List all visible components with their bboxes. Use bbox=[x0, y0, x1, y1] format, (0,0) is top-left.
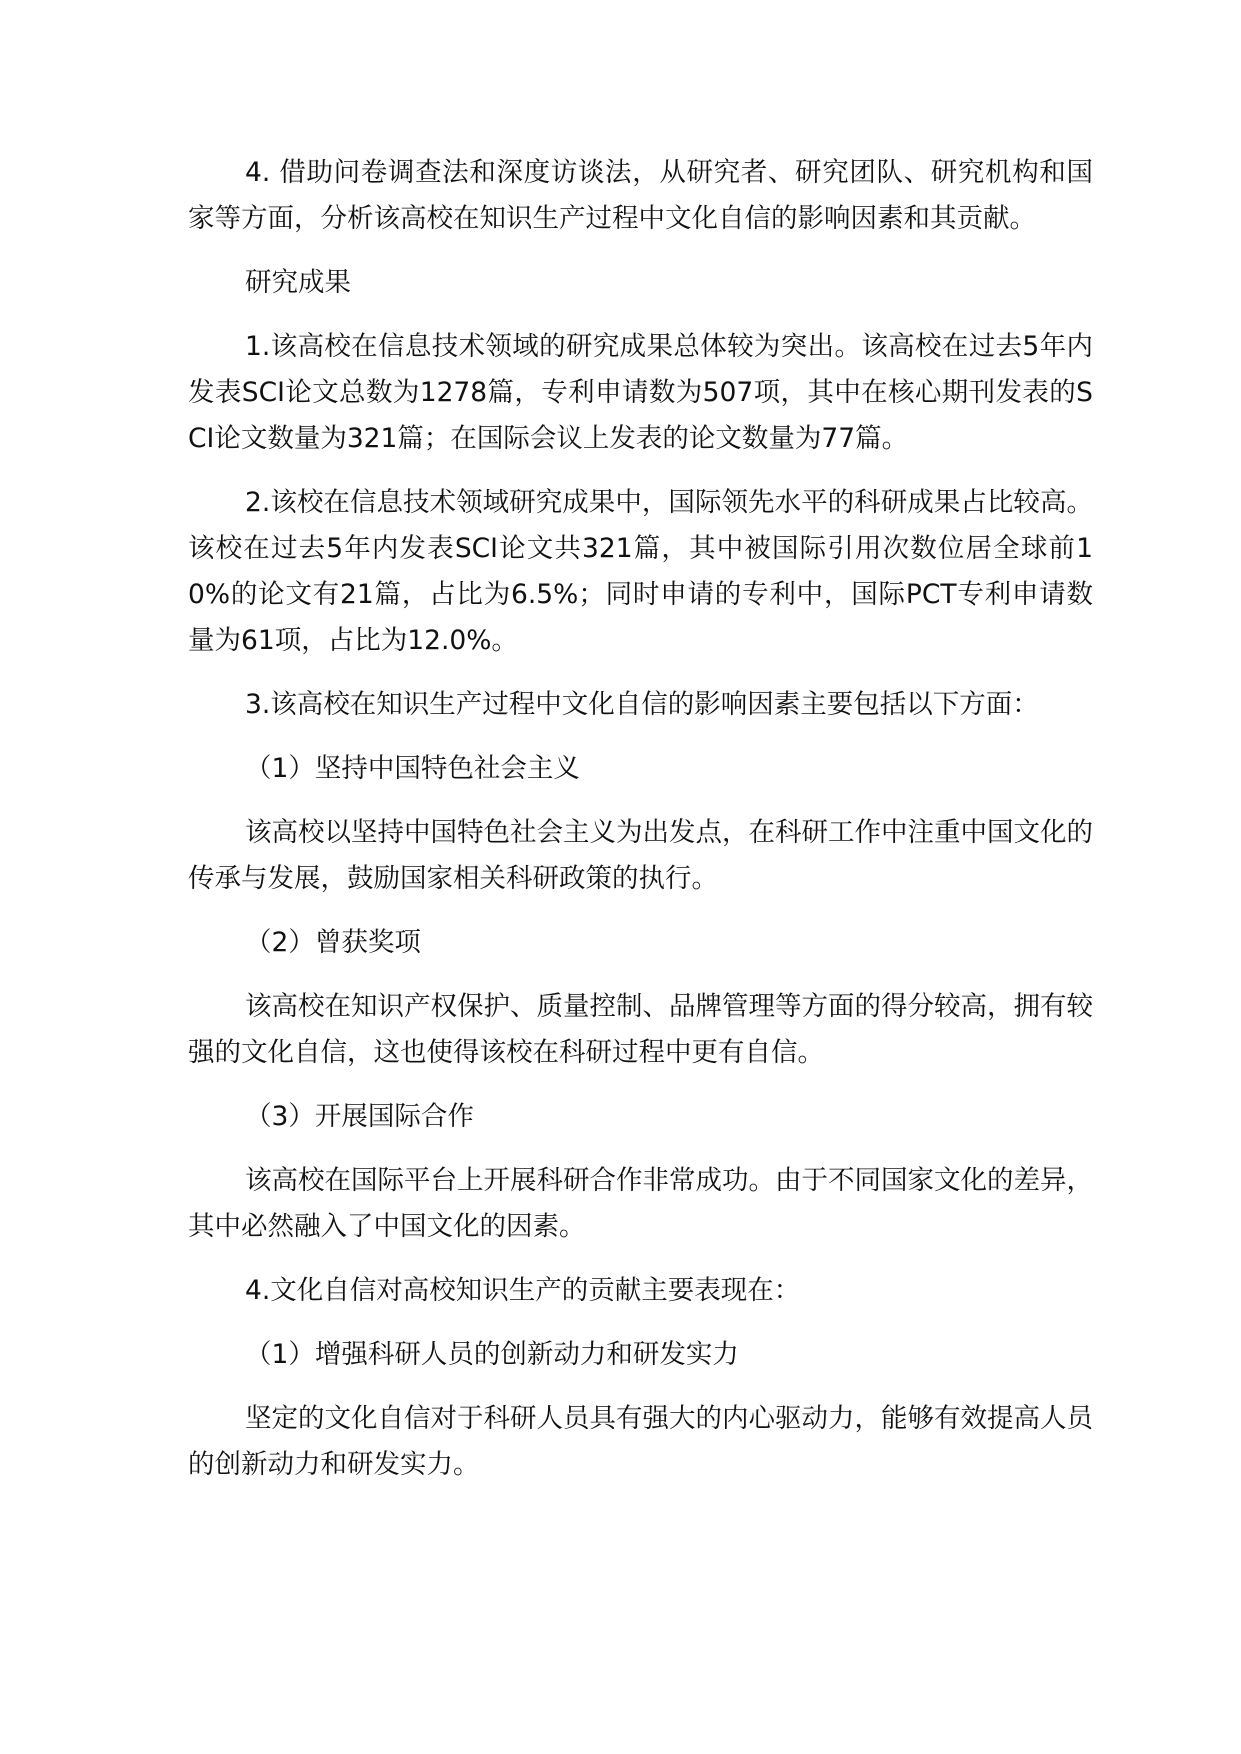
paragraph-result-1: 1.该高校在信息技术领域的研究成果总体较为突出。该高校在过去5年内发表SCI论文总数为1278篇，专利申请数为507项，其中在核心期刊发表的SCI论文数量为321篇；在国际会议上发表的论文数量为77篇。 bbox=[188, 331, 1093, 454]
subheading-international-cooperation: （3）开展国际合作 bbox=[245, 1101, 474, 1132]
paragraph-innovation: 坚定的文化自信对于科研人员具有强大的内心驱动力，能够有效提高人员的创新动力和研发实力。 bbox=[188, 1403, 1093, 1480]
subheading-socialism: （1）坚持中国特色社会主义 bbox=[245, 753, 580, 784]
paragraph-result-2: 2.该校在信息技术领域研究成果中，国际领先水平的科研成果占比较高。该校在过去5年内发表SCI论文共321篇，其中被国际引用次数位居全球前10%的论文有21篇，占比为6.5%；同时申请的专利中，国际PCT专利申请数量为61项，占比为12.0%。 bbox=[188, 487, 1093, 656]
document-page bbox=[188, 150, 1093, 1488]
heading-research-results: 研究成果 bbox=[245, 267, 351, 298]
paragraph-international-cooperation: 该高校在国际平台上开展科研合作非常成功。由于不同国家文化的差异，其中必然融入了中国文化的因素。 bbox=[188, 1165, 1093, 1242]
subheading-awards: （2）曾获奖项 bbox=[245, 927, 421, 958]
paragraph-awards: 该高校在知识产权保护、质量控制、品牌管理等方面的得分较高，拥有较强的文化自信，这也使得该校在科研过程中更有自信。 bbox=[188, 991, 1093, 1068]
paragraph-method-4: 4. 借助问卷调查法和深度访谈法，从研究者、研究团队、研究机构和国家等方面，分析该高校在知识生产过程中文化自信的影响因素和其贡献。 bbox=[188, 157, 1093, 234]
subheading-innovation: （1）增强科研人员的创新动力和研发实力 bbox=[245, 1339, 739, 1370]
paragraph-socialism: 该高校以坚持中国特色社会主义为出发点，在科研工作中注重中国文化的传承与发展，鼓励国家相关科研政策的执行。 bbox=[188, 817, 1093, 894]
paragraph-contribution-4: 4.文化自信对高校知识生产的贡献主要表现在： bbox=[245, 1275, 801, 1306]
paragraph-result-3: 3.该高校在知识生产过程中文化自信的影响因素主要包括以下方面： bbox=[245, 689, 1039, 720]
